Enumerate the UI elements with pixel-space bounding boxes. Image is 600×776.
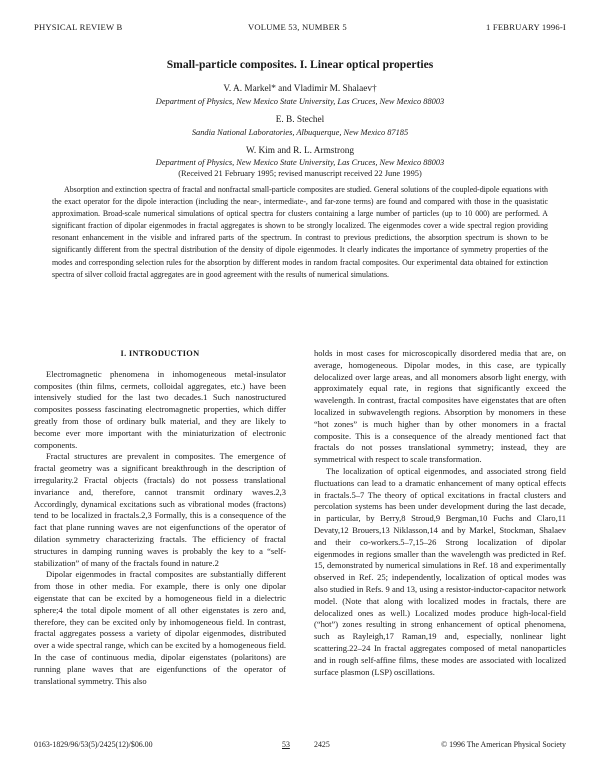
author-names-2: E. B. Stechel	[275, 115, 325, 125]
intro-paragraph-5: The localization of optical eigenmodes, and associated strong field fluctuations can lead to a dramatic enhancement of many optical effects in fractals.5–7 The theory of optical excitations in fractal clusters and percolation systems has been under development during the last decade, in particular, by Berry,8 Stroud,9 Bergman,10 Fuchs and Claro,11 Devaty,12 Brouers,13 Niklasson,14 and by Markel, Stockman, Shalaev and their co-workers.5–7,15–26 Strong localization of dipolar eigenmodes in regions smaller than the wavelength was predicted in Ref. 15, demonstrated by numerical simulations in Ref. 18 and experimentally observed in Ref. 25; independently, localization of optical modes was also studied in Refs. 9 and 13, using a resistor-inductor-capacitor network model. (Note that along with localized modes in fractals, there are delocalized ones as well.) Localized modes produce high-local-field (“hot”) zones resulting in strong enhancement of optical phenomena, such as Rayleigh,17 Raman,19 and, especially, nonlinear light scattering.22–24 In fractal aggregates composed of metal nanoparticles and in rough self-affine films, these modes are associated with localized surface plasmon (LSP) oscillations.	[314, 465, 566, 677]
author-names-3: W. Kim and R. L. Armstrong	[245, 146, 355, 156]
page-number: 2425	[314, 740, 330, 749]
section-title: I. INTRODUCTION	[120, 349, 200, 358]
author-affiliation-3: Department of Physics, New Mexico State University, Las Cruces, New Mexico 88003	[155, 158, 445, 167]
intro-paragraph-3: Dipolar eigenmodes in fractal composites are substantially different from those in other media. For example, there is only one dipolar eigenstate that can be excited by a homogeneous field in a dielectric sphere;4 the total dipole moment of all other eigenstates is zero and, therefore, they can be excited only by inhomogeneous field. In contrast, fractal aggregates possess a variety of dipolar eigenmodes, distributed over a wide spectral range, which can be excited by a homogeneous field. In the case of continuous media, dipolar eigenstates (polaritons) are running plane waves that are eigenfunctions of the operator of translational symmetry. This also	[34, 569, 286, 686]
volume-footer: 53	[282, 740, 290, 749]
received-dates: (Received 21 February 1995; revised manuscript received 22 June 1995)	[178, 169, 422, 178]
publication-code: 0163-1829/96/53(5)/2425(12)/$06.00	[34, 740, 153, 749]
author-affiliation-2: Sandia National Laboratories, Albuquerque, New Mexico 87185	[191, 128, 409, 137]
intro-paragraph-2: Fractal structures are prevalent in composites. The emergence of fractal geometry was a significant breakthrough in the description of irregularity.2 Fractal objects (fractals) do not possess translational invariance and, therefore, cannot transmit ordinary waves.2,3 Accordingly, dynamical excitations such as vibrational modes (fractons) tend to be localized in fractals.2,3 Formally, this is a consequence of the fact that plane running waves are not eigenfunctions of the operator of dilation symmetry characterizing fractals. The efficiency of fractal structures in damping running waves is probably the key to a “self-stabilization” of many of the fractals found in nature.2	[34, 451, 286, 568]
intro-paragraph-1: Electromagnetic phenomena in inhomogeneous metal-insulator composites (thin films, cermets, colloidal aggregates, etc.) have been intensively studied for the last two decades.1 Such nanostructured composites possess fascinating electromagnetic properties, which differ greatly from those of ordinary bulk material, and they are likely to become ever more important with the miniaturization of electronic components.	[34, 368, 286, 450]
intro-paragraph-4: holds in most cases for microscopically disordered media that are, on average, homogeneous. Dipolar modes, in this case, are typically delocalized over large areas, and all monomers absorb light energy, with approximately equal rate, in regions that significantly exceed the wavelength. In contrast, fractal composites have eigenstates that are often localized in subwavelength regions. Absorption by monomers in these “hot zones” is much higher than by other monomers in a fractal composite. This is a consequence of the already mentioned fact that fractals do not posses translational symmetry; instead, they are symmetrical with respect to scale transformation.	[314, 348, 566, 465]
volume-number: VOLUME 53, NUMBER 5	[248, 22, 347, 32]
copyright: © 1996 The American Physical Society	[441, 740, 566, 749]
paper-title: Small-particle composites. I. Linear optical properties	[166, 58, 434, 71]
left-column	[34, 348, 286, 687]
abstract: Absorption and extinction spectra of fractal and nonfractal small-particle composites are studied. General solutions of the coupled-dipole equations with the exact operator for the dipole interaction (including the near-, intermediate-, and far-zone terms) are found and compared with those in the quasistatic approximation. Broad-scale numerical simulations of optical spectra for clusters containing a large number of particles (up to 10 000) are performed. A significant fraction of dipolar eigenmodes in fractal aggregates is shown to be strongly localized. The eigenmodes cover a wide spectral region providing resonant enhancement in the visible and infrared parts of the spectrum. In contrast to previous predictions, the absorption spectrum is shown to be significantly different from the spectral distribution of the density of dipole eigenmodes. It clearly indicates the importance of symmetry properties of the modes and corresponding selection rules for the absorption by different modes in random fractal composites. Our experimental data obtained for extinction spectra of silver colloid fractal aggregates are in good agreement with the results of numerical simulations.	[52, 185, 548, 279]
issue-date: 1 FEBRUARY 1996-I	[486, 22, 566, 32]
right-column	[314, 348, 566, 678]
author-affiliation-1: Department of Physics, New Mexico State University, Las Cruces, New Mexico 88003	[155, 97, 445, 106]
journal-name: PHYSICAL REVIEW B	[34, 22, 123, 32]
author-names-1: V. A. Markel* and Vladimir M. Shalaev†	[223, 84, 377, 94]
